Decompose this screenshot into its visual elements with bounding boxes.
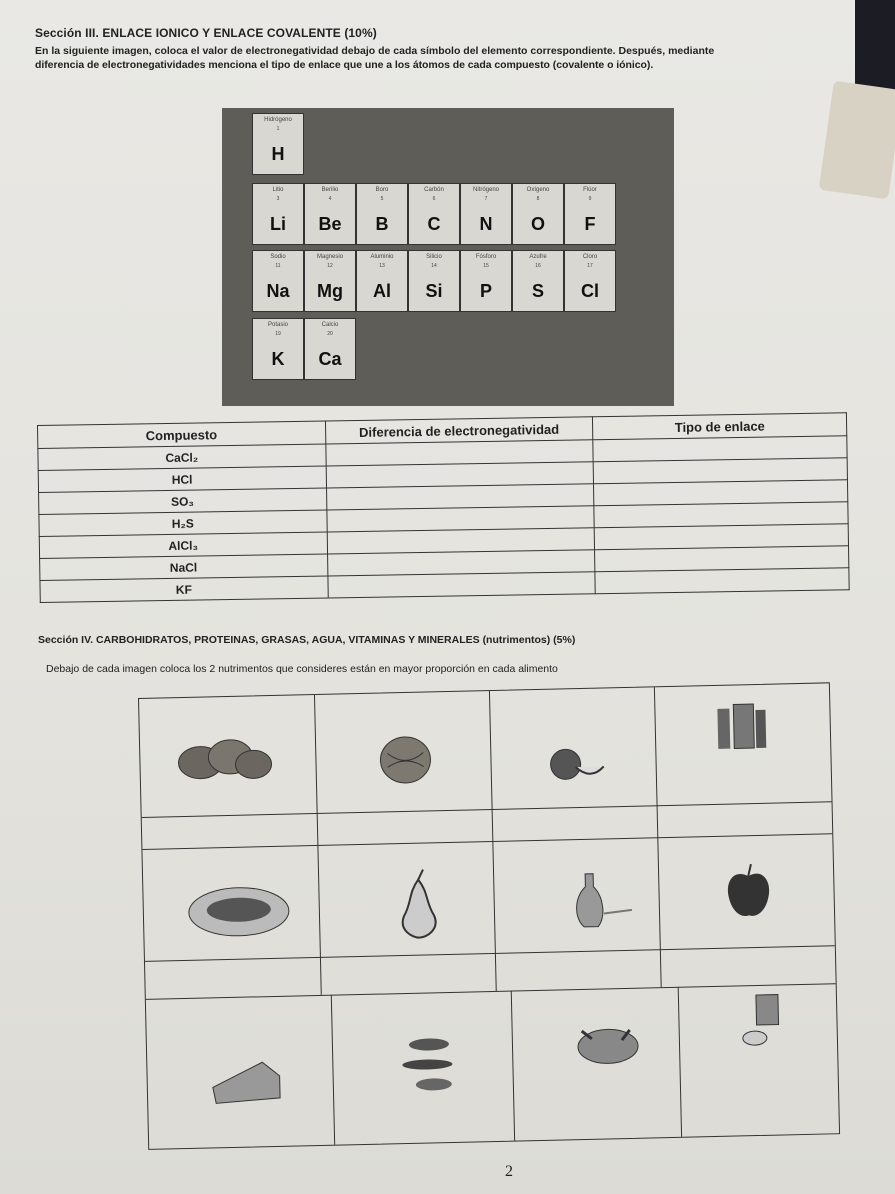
element-name: Hidrógeno [264,117,292,123]
element-name: Silicio [426,254,442,260]
grid-line [142,801,832,818]
element-number: 9 [588,196,592,202]
element-number: 5 [380,196,384,202]
apple-icon [723,860,774,921]
section3-instruction-1: En la siguiente imagen, coloca el valor de electronegatividad debajo de cada símbolo del elemento correspondiente. Después, mediante [35,45,715,57]
grid-line [678,987,682,1137]
element-symbol: Si [425,281,443,301]
grid-line [146,983,836,1000]
element-symbol: Na [266,281,290,301]
element-cell [512,183,564,245]
element-number: 19 [275,331,281,337]
element-symbol: Cl [581,281,599,301]
oil-bottle-icon [563,868,634,935]
element-name: Cloro [582,254,598,260]
sausages-icon [397,1032,468,1099]
element-cell [460,250,512,312]
element-number: 7 [484,196,488,202]
element-name: Berilio [321,187,339,193]
element-name: Magnesio [316,254,343,260]
element-symbol: K [271,349,285,369]
roast-chicken-icon [571,1018,642,1070]
grid-line [511,991,515,1141]
fish-plate-icon [183,881,294,943]
page-number: 2 [505,1163,513,1180]
yogurt-icon [736,989,788,1060]
element-symbol: N [479,214,493,234]
element-cell [304,183,356,245]
element-symbol: Ca [318,349,342,369]
element-name: Nitrógeno [472,187,499,193]
element-symbol: Be [318,214,342,234]
element-cell [356,250,408,312]
element-symbol: O [530,214,545,234]
periodic-table [222,108,674,406]
element-name: Fósforo [475,254,497,260]
header-diferencia: Diferencia de electronegatividad [325,417,593,444]
element-number: 15 [483,263,489,269]
element-number: 14 [431,263,437,269]
element-number: 1 [276,126,280,132]
element-symbol: B [375,214,389,234]
element-name: Sodio [270,254,286,260]
element-cell [304,250,356,312]
section4-instruction: Debajo de cada imagen coloca los 2 nutrimentos que consideres están en mayor proporción en cada alimento [46,663,558,675]
compound-cell: HCl [38,466,326,493]
element-number: 8 [536,196,540,202]
grid-line [142,833,832,850]
section3-title: Sección III. ENLACE IONICO Y ENLACE COVALENTE (10%) [35,26,377,40]
bond-type-cell[interactable] [595,568,849,594]
element-name: Litio [272,187,284,193]
element-name: Boro [375,187,389,193]
element-symbol: Al [373,281,391,301]
element-symbol: P [479,281,492,301]
element-name: Aluminio [370,254,394,260]
element-symbol: H [271,144,285,164]
element-number: 20 [327,331,333,337]
grid-line [145,945,835,962]
element-symbol: S [531,281,544,301]
element-number: 17 [587,263,593,269]
element-cell [252,250,304,312]
section4-title: Sección IV. CARBOHIDRATOS, PROTEINAS, GRASAS, AGUA, VITAMINAS Y MINERALES (nutrimentos) (5%) [38,634,576,646]
element-name: Potasio [267,322,288,328]
element-cell [564,250,616,312]
compound-cell: SO₃ [39,488,327,515]
element-number: 4 [328,196,332,202]
element-number: 12 [327,263,333,269]
element-number: 16 [535,263,541,269]
cheese-icon [207,1056,288,1108]
food-grid [138,682,840,1150]
header-tipo-enlace: Tipo de enlace [593,413,847,440]
element-symbol: Mg [317,281,343,301]
compound-cell: AlCl₃ [39,532,327,559]
element-name: Calcio [321,322,339,328]
element-cell [252,113,304,175]
element-symbol: F [584,214,596,234]
element-cell [304,318,356,380]
header-compuesto: Compuesto [38,421,326,449]
walnut-icon [375,732,436,788]
compound-cell: CaCl₂ [38,444,326,471]
element-cell [460,183,512,245]
element-cell [408,183,460,245]
pear-icon [393,867,445,943]
element-cell [512,250,564,312]
element-name: Oxígeno [526,187,550,193]
element-number: 13 [379,263,385,269]
element-cell [408,250,460,312]
coconut-icon [545,738,606,784]
bond-table [37,412,850,603]
section3-instruction-2: diferencia de electronegatividades menciona el tipo de enlace que une a los átomos de cada compuesto (covalente o iónico). [35,59,654,71]
element-cell [564,183,616,245]
eraser [819,81,895,200]
element-name: Carbón [424,187,444,193]
compound-cell: NaCl [40,554,328,581]
milk-carton-icon [709,700,770,756]
compound-cell: KF [40,576,328,603]
element-number: 6 [432,196,436,202]
grid-line [331,995,335,1145]
element-symbol: C [427,214,441,234]
electronegativity-difference-cell[interactable] [327,572,595,598]
compound-cell: H₂S [39,510,327,537]
bread-rolls-icon [175,731,276,793]
element-number: 3 [276,196,280,202]
element-cell [356,183,408,245]
element-cell [252,318,304,380]
element-name: Azufre [529,254,547,260]
element-name: Flúor [583,187,597,193]
element-cell [252,183,304,245]
element-number: 11 [275,263,281,269]
element-symbol: Li [270,214,286,234]
